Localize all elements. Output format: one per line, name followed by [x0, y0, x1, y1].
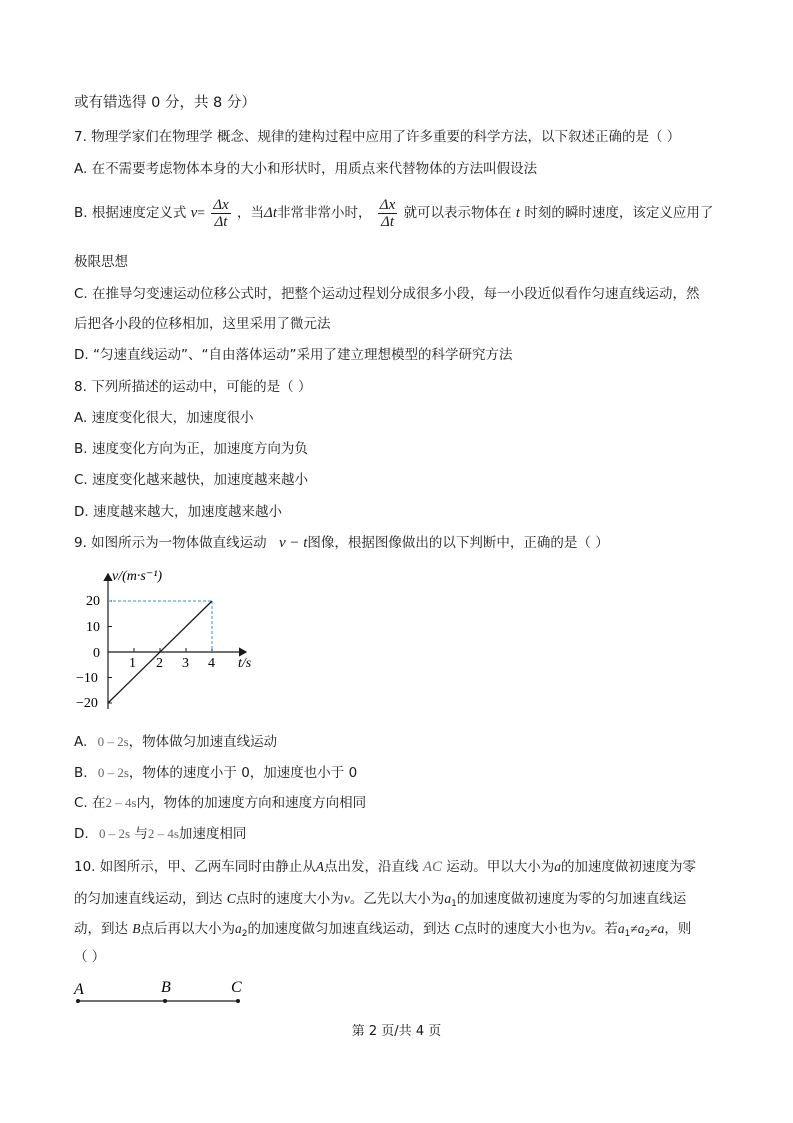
point-b	[163, 999, 167, 1003]
question-9-option-b	[74, 764, 357, 782]
q7b-text-3: 非常非常小时，	[277, 205, 372, 221]
q10-var: A	[315, 859, 325, 874]
label-c: C	[231, 979, 242, 996]
q10-var: v	[343, 891, 350, 906]
q10-text: 。乙先以大小为	[349, 891, 445, 907]
q9c-label: C. 在	[74, 795, 106, 811]
q9a-label: A.	[74, 734, 88, 750]
q10-sub: 1	[624, 929, 631, 939]
q10-text: 点时的速度大小为	[235, 891, 344, 907]
q9c-range: 2 – 4s	[105, 795, 137, 810]
label-b: B	[161, 979, 171, 996]
q9-text-1: 9. 如图所示为一物体做直线运动	[74, 535, 267, 551]
question-10-line-1	[74, 858, 696, 876]
y-tick-label: −20	[76, 696, 98, 711]
q9b-text: ，物体的速度小于 0，加速度也小于 0	[128, 765, 358, 781]
q10-var: AC	[422, 859, 442, 875]
q10-var: B	[132, 921, 141, 936]
q7b-text-2: ，当	[237, 205, 265, 221]
question-7-option-b-cont: 极限思想	[74, 254, 128, 270]
q10-text: 运动。甲以大小为	[446, 859, 555, 875]
q7b-dt: Δt	[264, 205, 277, 221]
page-footer: 第 2 页/共 4 页	[351, 1024, 442, 1039]
q10-text: 10. 如图所示，甲、乙两车同时由静止从	[74, 859, 316, 875]
q9d-range-2: 2 – 4s	[147, 826, 179, 841]
q10-sub: 2	[644, 929, 651, 939]
x-tick-label: 1	[129, 656, 136, 671]
q7b-text-5: 时刻的瞬时速度，该定义应用了	[524, 205, 714, 221]
question-9-option-c	[74, 794, 366, 812]
q9b-range: 0 – 2s	[97, 765, 129, 780]
q10-text: 的加速度做初速度为零的匀加速直线运	[456, 891, 687, 907]
y-tick-label: 10	[86, 620, 100, 635]
q10-var: a	[637, 921, 645, 936]
q10-var: a	[657, 921, 665, 936]
y-tick-label: 20	[86, 594, 100, 609]
y-tick-label: −10	[76, 671, 98, 686]
fraction-den: Δt	[214, 213, 228, 230]
q9-text-2: 图像，根据图像做出的以下判断中，正确的是（ ）	[307, 535, 609, 551]
q10-sub: 1	[451, 899, 457, 909]
q9-vt: v − t	[278, 535, 308, 551]
q9b-label: B.	[74, 765, 88, 781]
q10-sub: 2	[241, 929, 248, 939]
x-tick-label: 3	[182, 656, 189, 671]
v-axis-label: v/(m·s⁻¹)	[112, 569, 163, 584]
q9d-range-1: 0 – 2s	[98, 826, 131, 841]
question-9-stem	[74, 534, 609, 552]
q10-var: v	[584, 921, 591, 936]
q10-var: a	[617, 921, 625, 936]
point-c	[236, 999, 240, 1003]
question-8-stem: 8. 下列所描述的运动中，可能的是（ ）	[74, 379, 312, 395]
question-7-stem: 7. 物理学家们在物理学 概念、规律的建构过程中应用了许多重要的科学方法，以下叙述正确的是（ ）	[74, 129, 681, 145]
q7b-t: t	[515, 205, 521, 221]
fraction-den-2: Δt	[381, 213, 395, 230]
question-7-option-b	[74, 194, 713, 232]
question-10-line-3: 动，到达 B点后再以大小为$a_2$的加速度做匀加速直线运动，到达 C点时的速度大小也为v。若$a_1\ne a_2\ne a$，则	[74, 921, 692, 939]
q9d-label: D.	[74, 826, 89, 842]
q9d-text-1: 与	[134, 826, 148, 842]
point-a	[76, 999, 80, 1003]
q9d-text-2: 加速度相同	[178, 826, 247, 842]
q9a-text: ，物体做匀加速直线运动	[128, 734, 278, 750]
q10-var: a	[554, 859, 562, 874]
y-tick-label: 0	[93, 646, 100, 661]
q7b-text-1: B. 根据速度定义式	[74, 205, 187, 221]
q10-text: 点后再以大小为	[140, 921, 236, 937]
label-a: A	[74, 981, 84, 998]
fraction-num: Δx	[213, 196, 229, 213]
question-8-option-d: D. 速度越来越大，加速度越来越小	[74, 504, 282, 520]
q10-text: 点时的速度大小也为	[463, 921, 585, 937]
q10-var: C	[226, 891, 236, 906]
q10-text: 的加速度做匀加速直线运动，到达	[247, 921, 451, 937]
q10-text: ，则	[664, 921, 692, 937]
fraction-num-2: Δx	[379, 196, 396, 213]
q10-text: 的匀加速直线运动，到达	[74, 891, 223, 907]
q10-text: 的加速度做初速度为零	[561, 859, 697, 875]
x-tick-label: 4	[208, 656, 215, 671]
question-7-option-c-2: 后把各小段的位移相加，这里采用了微元法	[74, 316, 331, 332]
question-9-option-d	[74, 825, 246, 843]
vt-graph	[66, 566, 276, 716]
question-7-option-a: A. 在不需要考虑物体本身的大小和形状时，用质点来代替物体的方法叫假设法	[74, 161, 538, 177]
question-8-option-c: C. 速度变化越来越快，加速度越来越小	[74, 472, 309, 488]
q10-var: a	[235, 921, 242, 936]
x-tick-label: 2	[156, 656, 163, 671]
q9c-text: 内，物体的加速度方向和速度方向相同	[136, 795, 367, 811]
fraction-dx-dt-2	[378, 197, 397, 230]
question-8-option-b: B. 速度变化方向为正，加速度方向为负	[74, 441, 308, 457]
question-10-line-4: （ ）	[74, 949, 106, 965]
section-note: 或有错选得 0 分，共 8 分）	[74, 95, 256, 111]
abc-figure	[70, 976, 260, 1010]
q7b-eq: =	[197, 205, 205, 220]
q9a-range: 0 – 2s	[97, 734, 129, 749]
t-axis-label: t/s	[238, 656, 252, 671]
fraction-dx-dt	[211, 197, 230, 230]
question-7-option-d: D. “匀速直线运动”、“自由落体运动”采用了建立理想模型的科学研究方法	[74, 347, 513, 363]
q7b-text-4: 就可以表示物体在	[403, 205, 512, 221]
question-7-option-c-1: C. 在推导匀变速运动位移公式时，把整个运动过程划分成很多小段，每一小段近似看作匀速直线运动，然	[74, 286, 700, 302]
q10-text: 点出发，沿直线	[324, 859, 419, 875]
question-8-option-a: A. 速度变化很大，加速度很小	[74, 410, 254, 426]
q10-var: C	[454, 921, 464, 936]
q7b-v: v	[190, 205, 198, 221]
question-10-line-2	[74, 890, 686, 913]
question-9-option-a	[74, 733, 277, 751]
q10-text: 。若	[590, 921, 618, 937]
q10-text: 动，到达	[74, 921, 128, 937]
q10-var: a	[444, 891, 452, 906]
